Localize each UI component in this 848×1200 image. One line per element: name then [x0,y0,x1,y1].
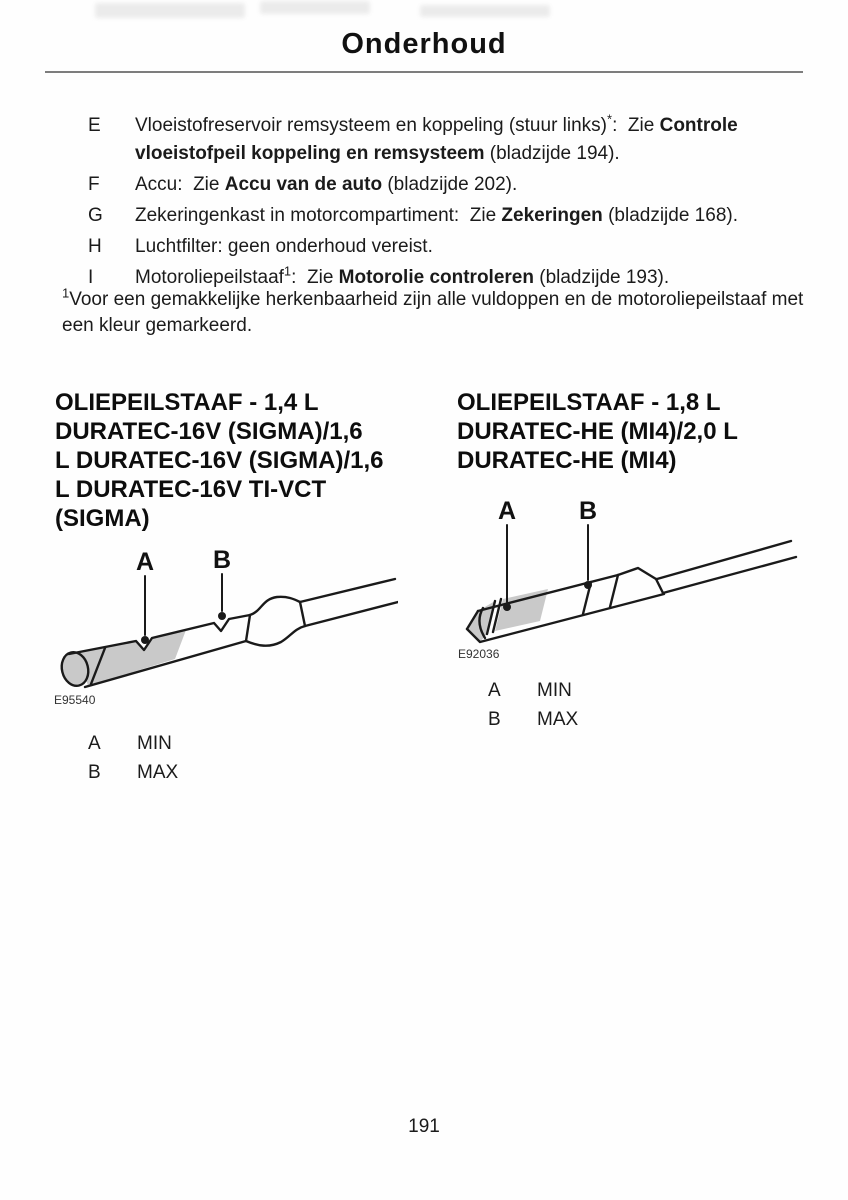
legend-value: MAX [137,762,179,783]
legend-row [488,705,578,734]
legend-row [88,758,178,787]
item-text: Vloeistofreservoir remsysteem en koppeling (stuur links)*: Zie Controle vloeistofpeil koppeling en remsysteem (bladzijde 194). [135,111,743,164]
rod-bottom-edge [305,602,398,626]
footnote [62,285,809,339]
wide-section-ridge [618,568,656,579]
twist-bottom-edge [246,626,305,646]
list-item [88,202,806,230]
pointer-label-b: B [212,546,232,574]
pointer-dot-b [584,581,592,589]
item-letter: I [88,267,94,288]
item-letter: G [88,205,103,226]
footnote-marker: 1 [62,285,70,301]
item-text: Motoroliepeilstaaf$^1$: Zie Motorolie controleren (bladzijde 193). [135,263,670,288]
page-number: 191 [408,1116,440,1137]
figure-code: E95540 [54,693,96,707]
print-bleed-artifact [260,1,370,14]
header-rule [45,71,803,73]
figure-code: E92036 [458,647,500,661]
rod-top-edge [657,541,791,579]
print-bleed-artifact [95,3,245,18]
divider-line [656,579,663,593]
pointer-dot-a [503,603,511,611]
pointer-label-b: B [578,497,598,525]
section-heading-right: OLIEPEILSTAAF - 1,8 L DURATEC-HE (MI4)/2,0 L DURATEC-HE (MI4) [457,389,738,474]
pointer-dot-a [141,636,149,644]
divider-line [300,602,305,626]
pointer-label-a: A [497,497,517,525]
legend-key: A [488,680,501,701]
page-title: Onderhoud [341,28,507,60]
item-letter: H [88,236,102,257]
item-letter: E [88,115,101,136]
section-heading-left: OLIEPEILSTAAF - 1,4 L DURATEC-16V (SIGMA)/1,6 L DURATEC-16V (SIGMA)/1,6 L DURATEC-16V TI-VCT (SIGMA) [55,389,384,532]
list-item [88,112,806,168]
legend-value: MIN [137,733,172,754]
item-letter: F [88,174,100,195]
footnote-text: Voor een gemakkelijke herkenbaarheid zijn alle vuldoppen en de motoroliepeilstaaf met een kleur gemarkeerd. [62,289,809,336]
legend-right [488,676,578,734]
rod-bottom-edge [663,557,796,593]
pointer-label-a: A [135,548,155,576]
item-text: Accu: Zie Accu van de auto (bladzijde 202). [135,174,518,195]
legend-key: B [488,709,501,730]
dipstick-illustration-right [452,497,802,662]
rod-top-edge [300,579,395,602]
max-cross-line [610,575,618,607]
footnote-marker: * [607,111,613,127]
dipstick-illustration-left [48,546,398,708]
dipstick-figure-left [48,546,398,708]
pointer-dot-b [218,612,226,620]
divider-line [246,615,250,641]
legend-value: MAX [537,709,579,730]
maintenance-item-list [88,112,806,295]
print-bleed-artifact [420,5,550,17]
list-item [88,171,806,199]
legend-row [488,676,578,705]
item-text: Luchtfilter: geen onderhoud vereist. [135,236,433,257]
legend-left [88,729,178,787]
twist-top-edge [250,597,300,615]
item-text: Zekeringenkast in motorcompartiment: Zie Zekeringen (bladzijde 168). [135,205,738,226]
legend-key: A [88,733,101,754]
legend-row [88,729,178,758]
list-item [88,233,806,261]
dipstick-figure-right [452,497,802,662]
footnote-marker: 1 [283,263,292,279]
legend-value: MIN [537,680,572,701]
legend-key: B [88,762,101,783]
